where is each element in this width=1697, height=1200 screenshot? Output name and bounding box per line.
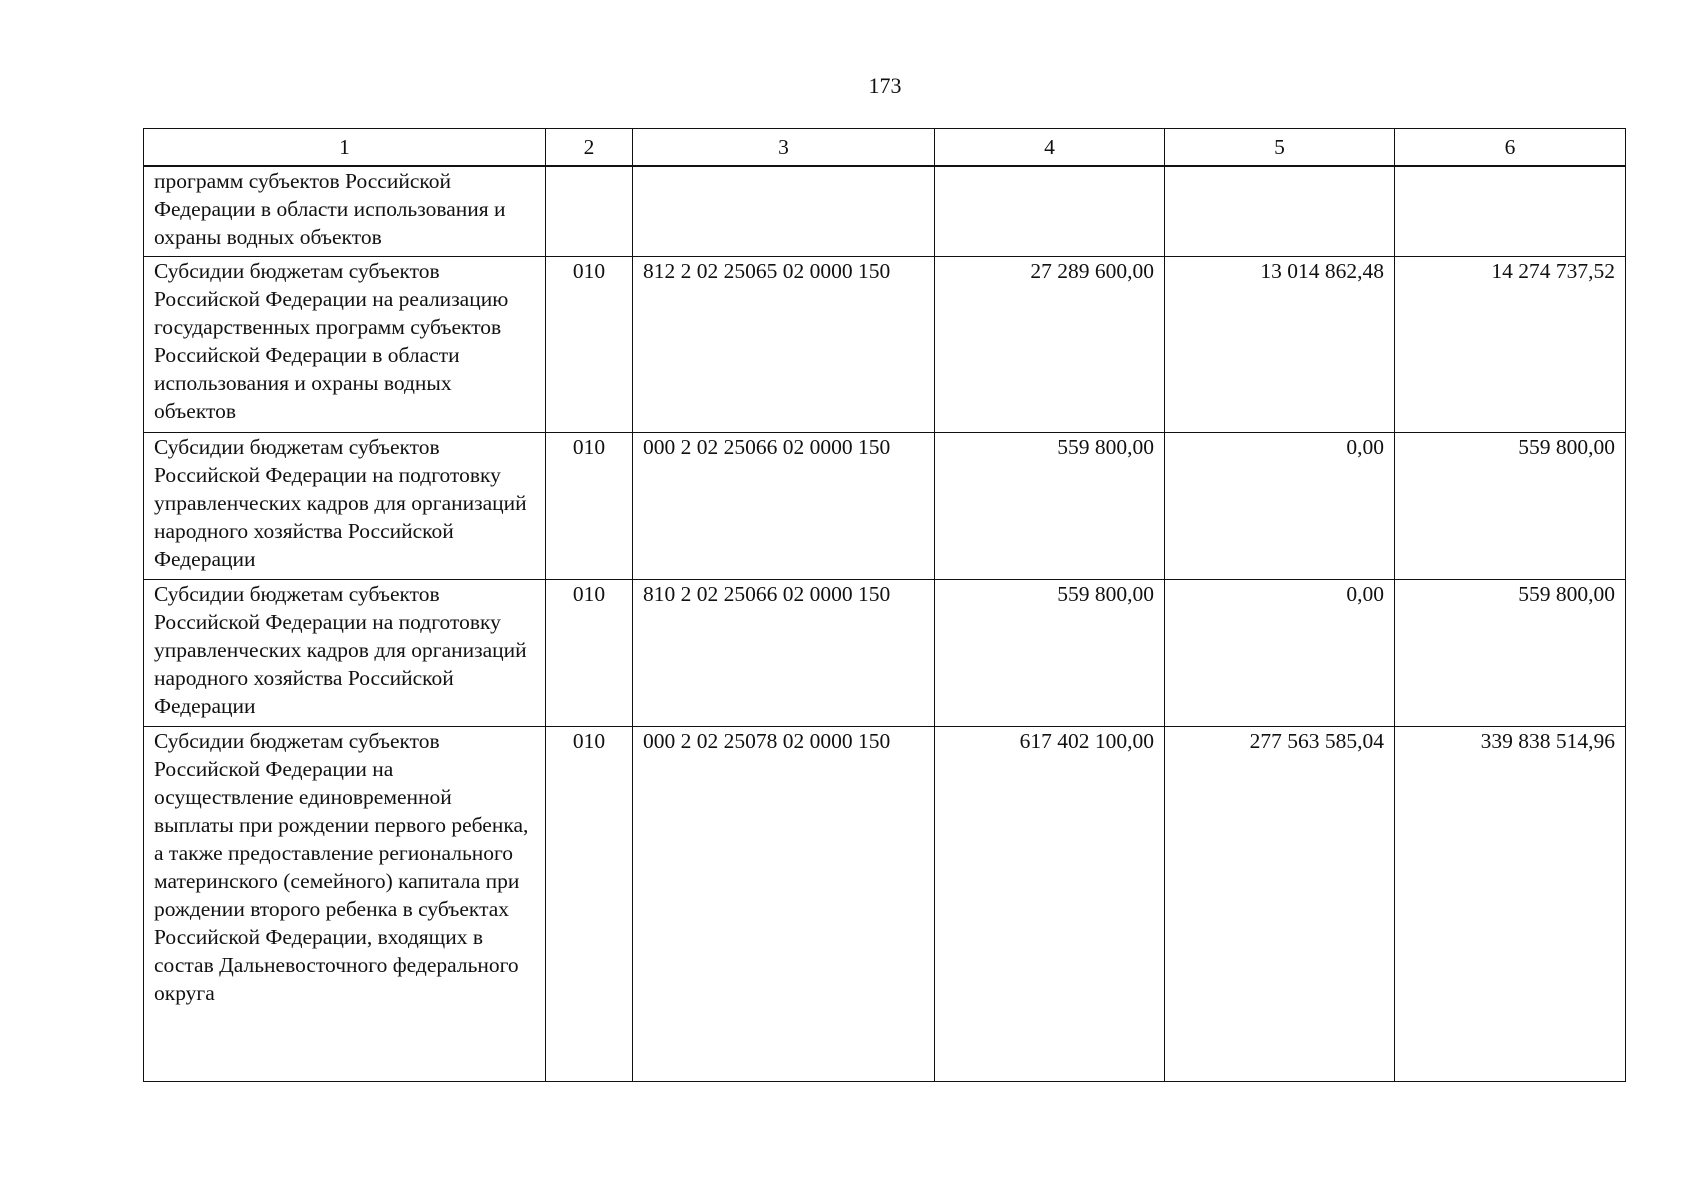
row-executed: 0,00: [1165, 432, 1395, 579]
column-header-3: 3: [633, 129, 935, 167]
row-name: Субсидии бюджетам субъектов Российской Федерации на подготовку управленческих кадров для организаций народного хозяйства Российской Федерации: [144, 432, 546, 579]
row-code: 010: [546, 432, 633, 579]
table-row: [144, 166, 1626, 256]
budget-table: [143, 128, 1626, 1082]
row-plan: 27 289 600,00: [935, 256, 1165, 432]
row-name: программ субъектов Российской Федерации в области использования и охраны водных объектов: [144, 166, 546, 256]
row-name: Субсидии бюджетам субъектов Российской Федерации на реализацию государственных программ субъектов Российской Федерации в области использования и охраны водных объектов: [144, 256, 546, 432]
row-code: [546, 166, 633, 256]
row-executed: 0,00: [1165, 579, 1395, 726]
row-remaining: 14 274 737,52: [1395, 256, 1626, 432]
row-code: 010: [546, 256, 633, 432]
table-row: [144, 432, 1626, 579]
row-kbk: 812 2 02 25065 02 0000 150: [633, 256, 935, 432]
row-executed: 13 014 862,48: [1165, 256, 1395, 432]
column-header-1: 1: [144, 129, 546, 167]
table-header-row: [144, 129, 1626, 167]
row-remaining: 339 838 514,96: [1395, 726, 1626, 1081]
row-kbk: 000 2 02 25066 02 0000 150: [633, 432, 935, 579]
row-kbk: 810 2 02 25066 02 0000 150: [633, 579, 935, 726]
row-plan: 559 800,00: [935, 432, 1165, 579]
row-code: 010: [546, 726, 633, 1081]
row-remaining: 559 800,00: [1395, 579, 1626, 726]
column-header-5: 5: [1165, 129, 1395, 167]
column-header-2: 2: [546, 129, 633, 167]
table-row: [144, 726, 1626, 1081]
row-plan: [935, 166, 1165, 256]
row-kbk: [633, 166, 935, 256]
row-name: Субсидии бюджетам субъектов Российской Федерации на осуществление единовременной выплаты при рождении первого ребенка, а также предоставление регионального материнского (семейного) капитала при рождении второго ребенка в субъектах Российской Федерации, входящих в состав Дальневосточного федерального округа: [144, 726, 546, 1081]
table-row: [144, 579, 1626, 726]
row-kbk: 000 2 02 25078 02 0000 150: [633, 726, 935, 1081]
row-executed: 277 563 585,04: [1165, 726, 1395, 1081]
row-code: 010: [546, 579, 633, 726]
table-row: [144, 256, 1626, 432]
row-remaining: [1395, 166, 1626, 256]
column-header-6: 6: [1395, 129, 1626, 167]
row-plan: 559 800,00: [935, 579, 1165, 726]
row-remaining: 559 800,00: [1395, 432, 1626, 579]
row-plan: 617 402 100,00: [935, 726, 1165, 1081]
page-number: 173: [868, 73, 902, 98]
row-name: Субсидии бюджетам субъектов Российской Федерации на подготовку управленческих кадров для организаций народного хозяйства Российской Федерации: [144, 579, 546, 726]
row-executed: [1165, 166, 1395, 256]
column-header-4: 4: [935, 129, 1165, 167]
